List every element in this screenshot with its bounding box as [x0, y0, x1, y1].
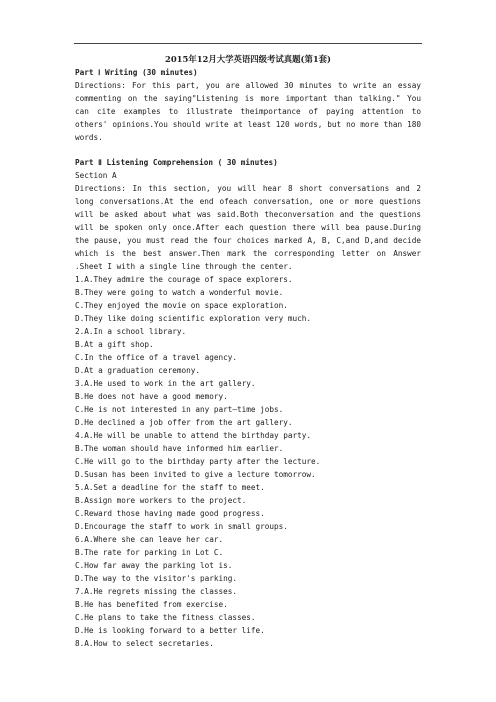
part1-heading: Part Ⅰ Writing (30 minutes) [75, 68, 198, 77]
list-item: 8.A.How to select secretaries. [75, 639, 214, 648]
list-item: D.He is looking forward to a better life. [75, 626, 265, 635]
part2-heading: Part Ⅱ Listening Comprehension ( 30 minutes) [75, 158, 278, 167]
list-item: D.They like doing scientific exploration very much. [75, 314, 312, 323]
section-label: Section A [75, 171, 117, 180]
list-item: 5.A.Set a deadline for the staff to meet. [75, 483, 265, 492]
list-item: C.They enjoyed the movie on space exploration. [75, 301, 288, 310]
list-item: C.Reward those having made good progress. [75, 509, 265, 518]
list-item: 4.A.He will be unable to attend the birthday party. [75, 431, 312, 440]
list-item: C.How far away the parking lot is. [75, 561, 233, 570]
list-item: B.He has benefited from exercise. [75, 600, 228, 609]
list-item: C.In the office of a travel agency. [75, 353, 237, 362]
question-list [75, 273, 421, 650]
list-item: C.He is not interested in any part—time jobs. [75, 405, 284, 414]
list-item: 3.A.He used to work in the art gallery. [75, 379, 256, 388]
list-item: B.The rate for parking in Lot C. [75, 548, 224, 557]
part2-directions: Directions: In this section, you will hear 8 short conversations and 2 long conversations.At the end ofeach conversation, one or more questions will be asked about what was said.Both theconversation and the questions will be spoken only once.After each question there will bea pause.During the pause, you must read the four choices marked A, B, C,and D,and decide which is the best answer.Then mark the corresponding letter on Answer .Sheet I with a single line through the center. [75, 184, 421, 271]
list-item: C.He will go to the birthday party after the lecture. [75, 457, 321, 466]
document-body [75, 52, 421, 650]
section-spacer [75, 144, 421, 156]
list-item: B.He does not have a good memory. [75, 392, 228, 401]
list-item: B.They were going to watch a wonderful movie. [75, 288, 284, 297]
list-item: B.Assign more workers to the project. [75, 496, 247, 505]
part1-directions: Directions: For this part, you are allowed 30 minutes to write an essay commenting on the saying"Listening is more important than talking." You can cite examples to illustrate theimportance of paying attention to others' opinions.You should write at least 120 words, but no more than 180 words. [75, 81, 421, 142]
list-item: D.The way to the visitor's parking. [75, 574, 237, 583]
list-item: D.At a graduation ceremony. [75, 366, 200, 375]
list-item: 2.A.In a school library. [75, 327, 187, 336]
list-item: B.At a gift shop. [75, 340, 154, 349]
list-item: 7.A.He regrets missing the classes. [75, 587, 237, 596]
list-item: 6.A.Where she can leave her car. [75, 535, 224, 544]
list-item: D.Susan has been invited to give a lecture tomorrow. [75, 470, 316, 479]
list-item: D.Encourage the staff to work in small groups. [75, 522, 288, 531]
list-item: 1.A.They admire the courage of space explorers. [75, 275, 293, 284]
list-item: B.The woman should have informed him earlier. [75, 444, 284, 453]
document-title: 2015年12月大学英语四级考试真题(第1套) [165, 54, 331, 64]
header-rule [74, 43, 422, 44]
list-item: D.He declined a job offer from the art gallery. [75, 418, 293, 427]
list-item: C.He plans to take the fitness classes. [75, 613, 256, 622]
